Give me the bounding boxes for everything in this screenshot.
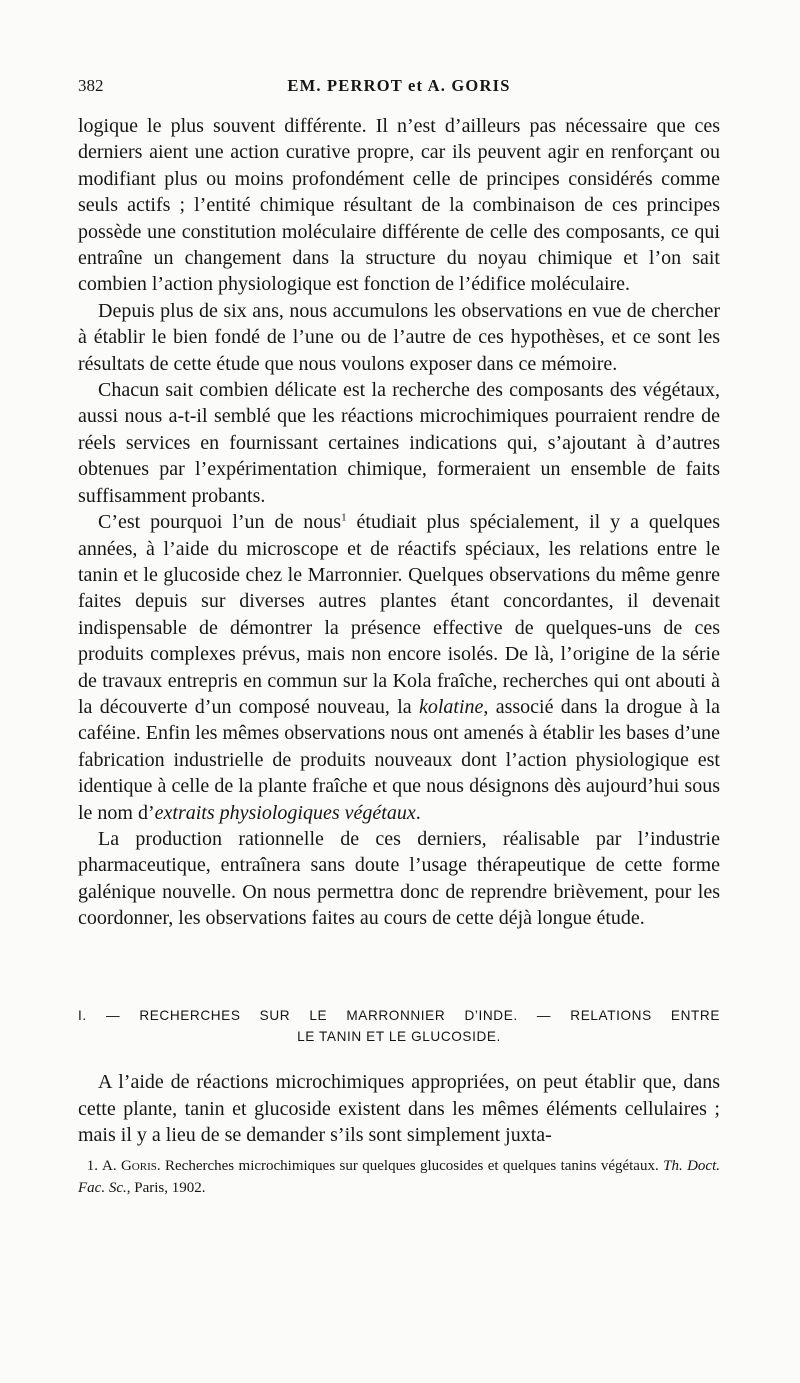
paragraph-4-start: C’est pourquoi l’un de nous — [98, 511, 342, 534]
footnote-text: . Recherches microchimiques sur quelques glucosides et quelques tanins végétaux. — [156, 1158, 664, 1174]
footnote-number: 1. — [86, 1158, 98, 1174]
paragraph-5: La production rationnelle de ces derniers, réalisable par l’industrie pharmaceutique, entraînera sans doute l’usage thérapeutique de cette forme galénique nouvelle. On nous permettra donc de reprendre brièvement, pour les coordonner, les observations faites au cours de cette déjà longue étude. — [78, 827, 720, 930]
paragraph-4 — [78, 509, 720, 826]
paragraph-3: Chacun sait combien délicate est la recherche des composants des végétaux, aussi nous a-t-il semblé que les réactions microchimiques pourraient rendre de réels services en fournissant certaines indications qui, s’ajoutant à d’autres obtenues par l’expérimentation chimique, formeraient un ensemble de faits suffisamment probants. — [78, 379, 720, 507]
section-heading-line-2: LE TANIN ET LE GLUCOSIDE. — [297, 1029, 501, 1044]
footnote-reference: 1 — [341, 511, 347, 524]
footnote-tail: , Paris, 1902. — [126, 1180, 206, 1196]
footnote-author: A. Goris — [102, 1158, 157, 1174]
section-text — [78, 1069, 720, 1149]
section-paragraph: A l’aide de réactions microchimiques appropriées, on peut établir que, dans cette plante, tanin et glucoside existent dans les mêmes éléments cellulaires ; mais il y a lieu de se demander s’ils sont simplement juxta- — [78, 1071, 720, 1146]
paragraph-2: Depuis plus de six ans, nous accumulons les observations en vue de chercher à établir le bien fondé de l’une ou de l’autre de ces hypothèses, et ce sont les résultats de cette étude que nous voulons exposer dans ce mémoire. — [78, 299, 720, 375]
main-text — [78, 113, 720, 932]
paragraph-4-continued: , associé dans la drogue à la caféine. Enfin les mêmes observations nous ont amenés à établir les bases d’une fabrication industrielle de produits nouveaux dont l’action physiologique est identique à celle de la plante fraîche et que nous désignons dès aujourd’hui sous le nom d’ — [78, 695, 720, 824]
page-number: 382 — [78, 76, 104, 95]
running-header — [78, 76, 720, 100]
extraits-term: extraits physiologiques végétaux — [154, 801, 416, 824]
section-heading — [78, 1005, 720, 1047]
footnote-source: Th. Doct. Fac. Sc. — [78, 1158, 720, 1196]
kolatine-term: kolatine — [418, 695, 484, 718]
running-title: EM. PERROT et A. GORIS — [287, 76, 511, 95]
paragraph-4-middle: étudiait plus spécialement, il y a quelques années, à l’aide du microscope et de réactifs spéciaux, les relations entre le tanin et le glucoside chez le Marronnier. Quelques observations du même genre faites depuis sur diverses autres plantes étant concordantes, il devenait indispensable de démontrer la présence effective de quelques-uns de ces produits complexes prévus, mais non encore isolés. De là, l’origine de la série de travaux entrepris en commun sur la Kola fraîche, recherches qui ont abouti à la découverte d’un composé nouveau, la — [78, 511, 720, 718]
paragraph-4-end: . — [415, 801, 421, 824]
section-heading-line-1: I. — RECHERCHES SUR LE MARRONNIER D’INDE. — RELATIONS ENTRE — [78, 1008, 720, 1023]
paragraph-1: logique le plus souvent différente. Il n’est d’ailleurs pas nécessaire que ces derniers aient une action curative propre, car ils peuvent agir en renforçant ou modifiant plus ou moins profondément celle de principes considérés comme seuls actifs ; l’entité chimique résultant de la combinaison de ces principes possède une constitution moléculaire différente de celle des composants, ce qui entraîne un changement dans la structure du noyau chimique et l’on sait combien l’action physiologique est fonction de l’édifice moléculaire. — [78, 115, 720, 296]
footnote — [78, 1155, 720, 1199]
